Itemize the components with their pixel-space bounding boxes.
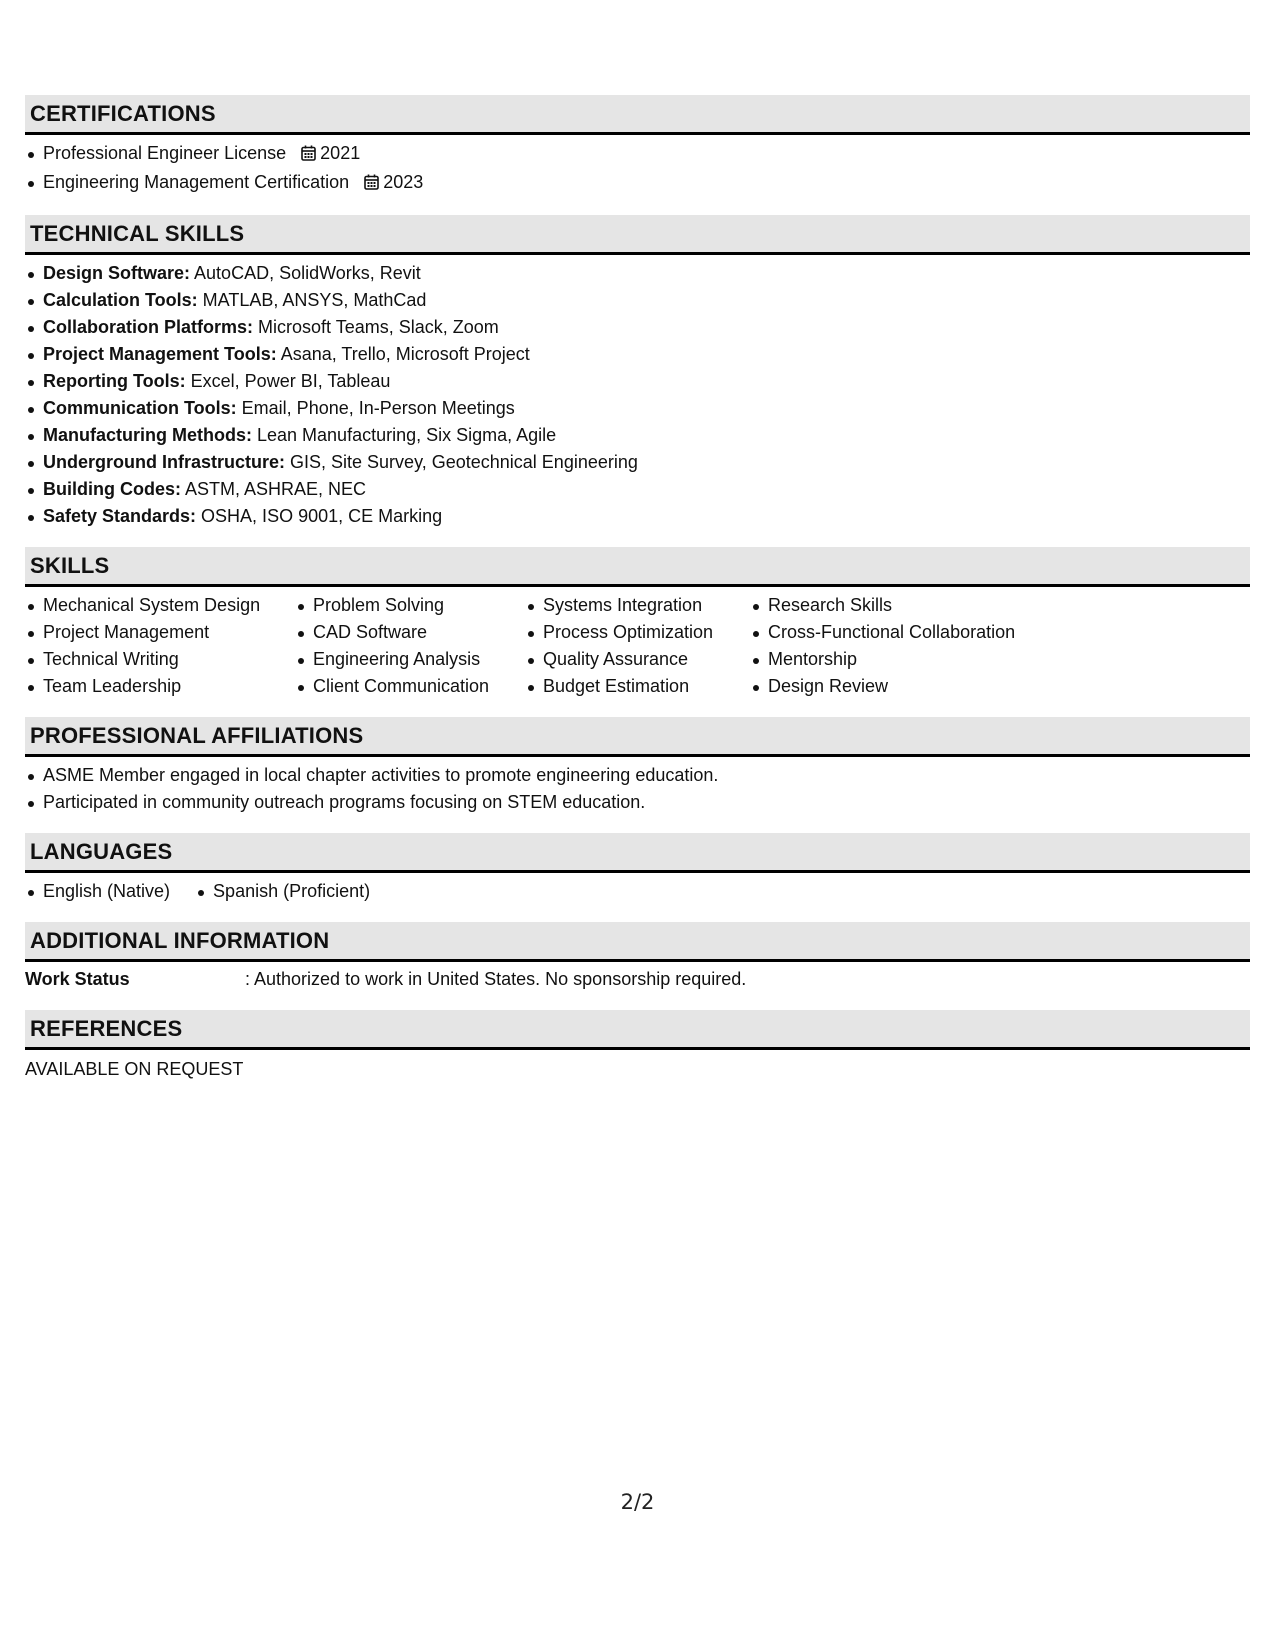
list-item: Mentorship (750, 646, 1050, 673)
section-title: ADDITIONAL INFORMATION (30, 927, 330, 953)
skill-values: Excel, Power BI, Tableau (185, 371, 391, 391)
list-item: Quality Assurance (525, 646, 750, 673)
list-item: Client Communication (295, 673, 525, 700)
skill-values: Microsoft Teams, Slack, Zoom (253, 317, 499, 337)
calendar-icon (364, 171, 379, 198)
list-item (25, 169, 1250, 198)
list-item (25, 449, 1250, 476)
list-item: Budget Estimation (525, 673, 750, 700)
skill-values: Lean Manufacturing, Six Sigma, Agile (252, 425, 557, 445)
skill-category: Underground Infrastructure: (43, 452, 286, 472)
references-text: AVAILABLE ON REQUEST (25, 1059, 244, 1079)
list-item: Problem Solving (295, 592, 525, 619)
list-item: Systems Integration (525, 592, 750, 619)
skills-column (25, 592, 295, 700)
list-item (25, 368, 1250, 395)
certification-name: Engineering Management Certification (43, 172, 350, 192)
section-header (25, 833, 1250, 873)
skills-grid (25, 592, 1250, 700)
section-header (25, 547, 1250, 587)
section-header (25, 215, 1250, 255)
skill-values: GIS, Site Survey, Geotechnical Engineering (285, 452, 638, 472)
list-item: Technical Writing (25, 646, 295, 673)
skill-values: ASTM, ASHRAE, NEC (181, 479, 367, 499)
technical-skills-list (25, 260, 1250, 530)
section-title: PROFESSIONAL AFFILIATIONS (30, 722, 364, 748)
list-item (25, 314, 1250, 341)
skill-values: Email, Phone, In-Person Meetings (236, 398, 515, 418)
work-status-value: : Authorized to work in United States. No sponsorship required. (245, 969, 747, 989)
skill-values: MATLAB, ANSYS, MathCad (197, 290, 427, 310)
skill-values: AutoCAD, SolidWorks, Revit (190, 263, 421, 283)
skill-category: Design Software: (43, 263, 191, 283)
list-item (25, 287, 1250, 314)
section-title: LANGUAGES (30, 838, 173, 864)
skill-category: Collaboration Platforms: (43, 317, 254, 337)
list-item: CAD Software (295, 619, 525, 646)
section-title: CERTIFICATIONS (30, 100, 216, 126)
list-item: Team Leadership (25, 673, 295, 700)
languages-section (25, 833, 1250, 905)
list-item: Research Skills (750, 592, 1050, 619)
work-status-row (25, 966, 1250, 993)
certification-name: Professional Engineer License (43, 143, 287, 163)
work-status-label: Work Status (25, 969, 130, 989)
skill-category: Safety Standards: (43, 506, 197, 526)
skill-category: Communication Tools: (43, 398, 237, 418)
skill-values: OSHA, ISO 9001, CE Marking (196, 506, 443, 526)
certification-year: 2021 (320, 143, 361, 163)
certifications-list (25, 140, 1250, 198)
list-item: Spanish (Proficient) (195, 878, 370, 905)
list-item (25, 503, 1250, 530)
list-item: Participated in community outreach programs focusing on STEM education. (25, 789, 1250, 816)
skills-column (750, 592, 1050, 700)
section-title: REFERENCES (30, 1015, 183, 1041)
list-item: English (Native) (25, 878, 170, 905)
resume-page (25, 95, 1250, 1100)
list-item (25, 140, 1250, 169)
section-header (25, 95, 1250, 135)
section-title: TECHNICAL SKILLS (30, 220, 245, 246)
list-item (25, 341, 1250, 368)
list-item: Project Management (25, 619, 295, 646)
list-item: Cross-Functional Collaboration (750, 619, 1050, 646)
certification-year: 2023 (383, 172, 424, 192)
technical-skills-section (25, 215, 1250, 530)
list-item: Engineering Analysis (295, 646, 525, 673)
list-item (25, 260, 1250, 287)
list-item: Design Review (750, 673, 1050, 700)
certifications-section (25, 95, 1250, 198)
list-item: ASME Member engaged in local chapter activities to promote engineering education. (25, 762, 1250, 789)
page-number: 2/2 (620, 1490, 655, 1514)
calendar-icon (301, 142, 316, 169)
section-header (25, 1010, 1250, 1050)
affiliations-list (25, 762, 1250, 816)
skill-category: Project Management Tools: (43, 344, 277, 364)
list-item: Process Optimization (525, 619, 750, 646)
list-item: Mechanical System Design (25, 592, 295, 619)
affiliations-section (25, 717, 1250, 816)
section-header (25, 717, 1250, 757)
list-item (25, 476, 1250, 503)
skill-category: Reporting Tools: (43, 371, 186, 391)
list-item (25, 422, 1250, 449)
references-section (25, 1010, 1250, 1083)
skills-column (295, 592, 525, 700)
skill-values: Asana, Trello, Microsoft Project (276, 344, 530, 364)
skill-category: Manufacturing Methods: (43, 425, 252, 445)
skills-column (525, 592, 750, 700)
skills-section (25, 547, 1250, 700)
additional-info-section (25, 922, 1250, 993)
skill-category: Building Codes: (43, 479, 181, 499)
languages-list (25, 878, 1250, 905)
list-item (25, 395, 1250, 422)
skill-category: Calculation Tools: (43, 290, 198, 310)
section-header (25, 922, 1250, 962)
section-title: SKILLS (30, 552, 110, 578)
